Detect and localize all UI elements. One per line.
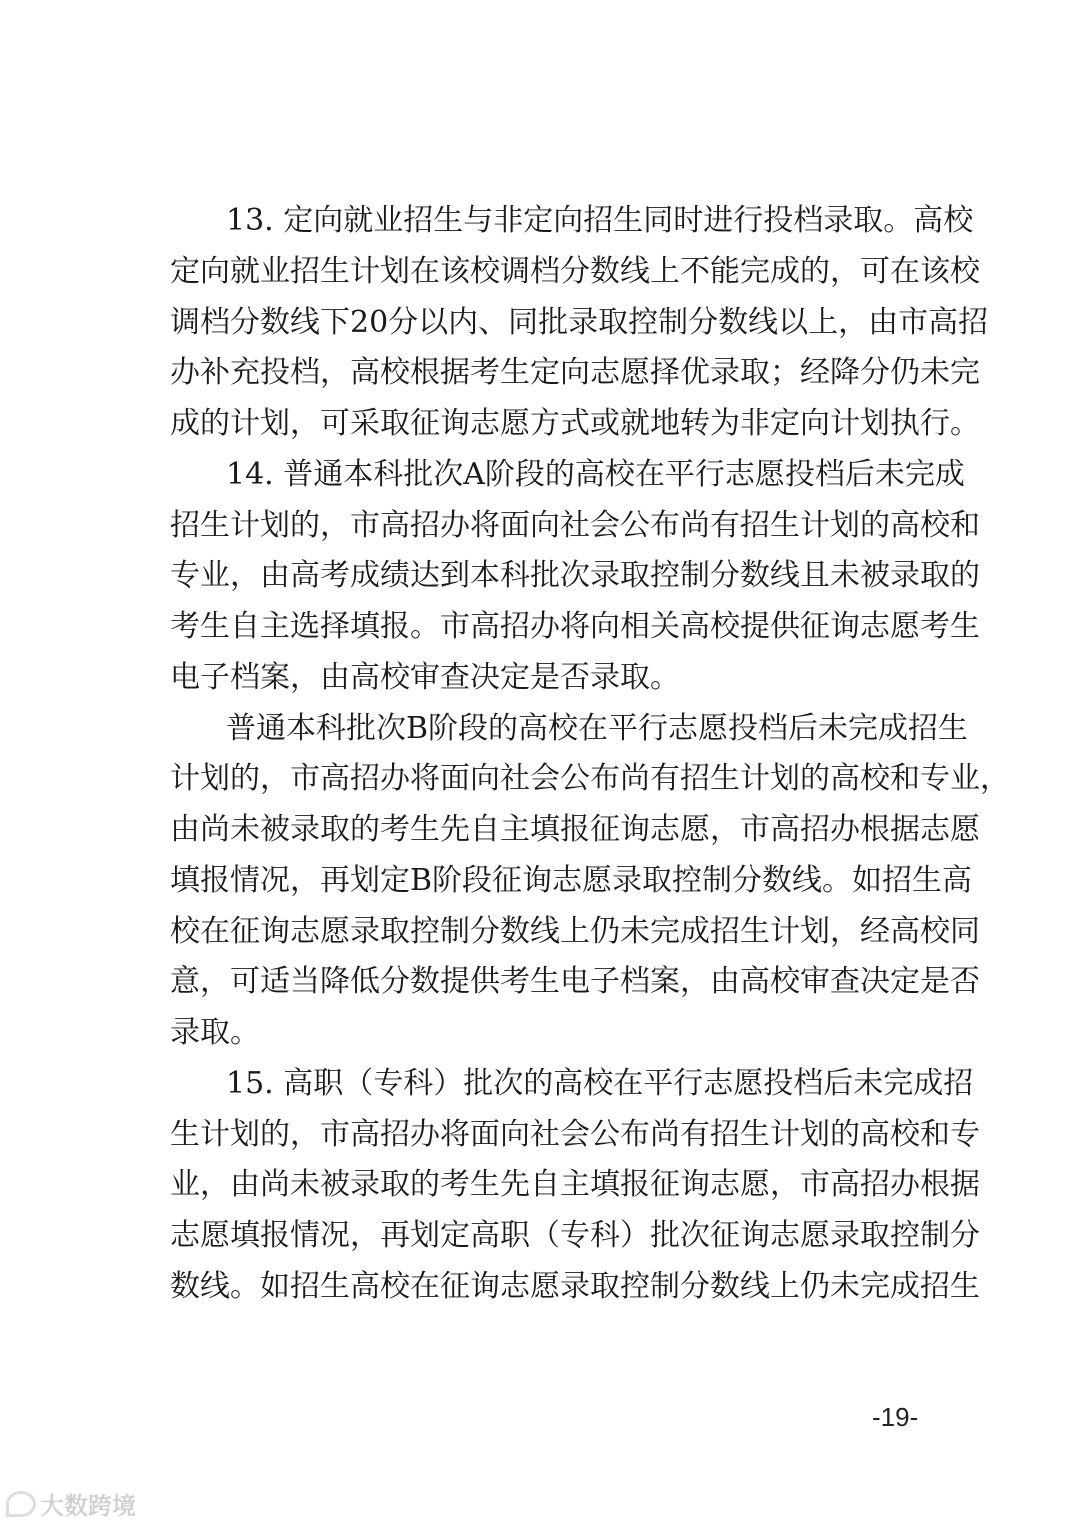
text-line: 14. 普通本科批次A阶段的高校在平行志愿投档后未完成 [226,456,965,492]
paragraph [170,1059,980,1313]
text-line: 志愿填报情况，再划定高职（专科）批次征询志愿录取控制分 [170,1218,980,1253]
text-line: 数线。如招生高校在征询志愿录取控制分数线上仍未完成招生 [170,1268,980,1304]
text-line: 15. 高职（专科）批次的高校在平行志愿投档后未完成招 [226,1065,974,1101]
text-line: 招生计划的，市高招办将面向社会公布尚有招生计划的高校和 [170,507,980,543]
paragraph [170,196,989,450]
text-line: 考生自主选择填报。市高招办将向相关高校提供征询志愿考生 [170,609,980,644]
page-number: -19- [872,1402,919,1432]
text-line: 办补充投档，高校根据考生定向志愿择优录取；经降分仍未完 [170,355,980,391]
paragraph [170,450,980,704]
text-line: 专业，由高考成绩达到本科批次录取控制分数线且未被录取的 [170,558,980,594]
text-line: 计划的，市高招办将面向社会公布尚有招生计划的高校和专业， [170,761,1010,797]
watermark-logo-icon [6,1491,36,1517]
paragraph [170,704,1010,1059]
watermark [6,1486,136,1521]
watermark-text: 大数跨境 [40,1492,136,1520]
text-line: 电子档案，由高校审查决定是否录取。 [170,659,680,695]
text-line: 校在征询志愿录取控制分数线上仍未完成招生计划，经高校同 [170,913,980,949]
text-line: 业，由尚未被录取的考生先自主填报征询志愿，市高招办根据 [170,1167,980,1203]
text-line: 填报情况，再划定B阶段征询志愿录取控制分数线。如招生高 [170,862,973,898]
text-line: 由尚未被录取的考生先自主填报征询志愿，市高招办根据志愿 [170,812,980,847]
text-line: 13. 定向就业招生与非定向招生同时进行投档录取。高校 [226,203,974,238]
text-line: 普通本科批次B阶段的高校在平行志愿投档后未完成招生 [226,710,969,746]
text-line: 录取。 [170,1015,260,1050]
text-line: 意，可适当降低分数提供考生电子档案，由高校审查决定是否 [170,964,980,1000]
text-line: 生计划的，市高招办将面向社会公布尚有招生计划的高校和专 [170,1116,980,1152]
text-line: 调档分数线下20分以内、同批录取控制分数线以上，由市高招 [170,304,989,340]
text-line: 成的计划，可采取征询志愿方式或就地转为非定向计划执行。 [170,406,980,441]
text-line: 定向就业招生计划在该校调档分数线上不能完成的，可在该校 [170,253,980,289]
document-body [170,196,1010,1313]
